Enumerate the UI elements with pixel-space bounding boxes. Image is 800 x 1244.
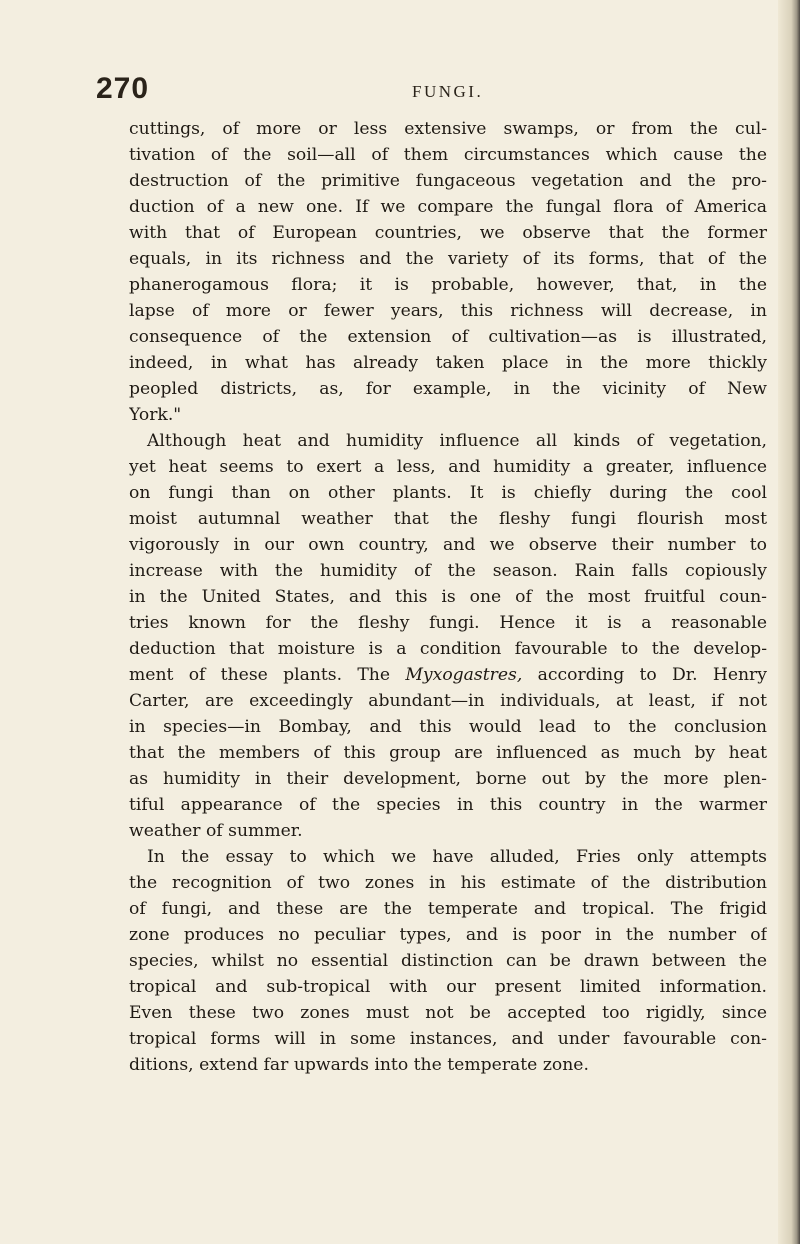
text-line: weather of summer. [129,821,303,841]
text-line: deduction that moisture is a condition favourable to the develop- [129,639,767,659]
text-line: with that of European countries, we observe that the former [129,223,767,243]
text-line: tivation of the soil—all of them circumstances which cause the [129,145,767,165]
text-line: vigorously in our own country, and we observe their number to [129,535,767,555]
text-line: tropical forms will in some instances, and under favourable con- [129,1029,767,1049]
text-line: tiful appearance of the species in this country in the warmer [129,795,767,815]
text-line: increase with the humidity of the season. Rain falls copiously [129,561,767,581]
text-line: indeed, in what has already taken place in the more thickly [129,353,767,373]
text-line: cuttings, of more or less extensive swamps, or from the cul- [129,119,767,139]
text-line: the recognition of two zones in his estimate of the distribution [129,873,767,893]
text-line: tropical and sub-tropical with our present limited information. [129,977,767,997]
text-line: tries known for the fleshy fungi. Hence it is a reasonable [129,613,767,633]
text-line: yet heat seems to exert a less, and humidity a greater, influence [129,457,767,477]
text-line: Even these two zones must not be accepted too rigidly, since [129,1003,767,1023]
text-line: peopled districts, as, for example, in the vicinity of New [129,379,767,399]
page-header [96,72,756,112]
text-line: phanerogamous flora; it is probable, however, that, in the [129,275,767,295]
page-number: 270 [96,72,150,105]
text-line: York." [129,405,182,425]
text-line: consequence of the extension of cultivation—as is illustrated, [129,327,767,347]
text-segment: ment of these plants. [129,665,343,685]
text-line: ditions, extend far upwards into the temperate zone. [129,1055,589,1075]
text-line: Carter, are exceedingly abundant—in individuals, at least, if not [129,691,767,711]
paragraph-start-line: In the essay to which we have alluded, Fries only attempts [147,847,767,867]
text-line: that the members of this group are influenced as much by heat [129,743,767,763]
text-line-with-italic [129,662,767,688]
italic-genus-name: Myxogastres, [405,665,523,685]
text-line: destruction of the primitive fungaceous vegetation and the pro- [129,171,767,191]
text-line: lapse of more or fewer years, this richness will decrease, in [129,301,767,321]
text-line: species, whilst no essential distinction can be drawn between the [129,951,767,971]
text-line: on fungi than on other plants. It is chiefly during the cool [129,483,767,503]
text-line: as humidity in their development, borne out by the more plen- [129,769,767,789]
text-line: in species—in Bombay, and this would lead to the conclusion [129,717,767,737]
body-text [129,116,767,1078]
text-line: of fungi, and these are the temperate and tropical. The frigid [129,899,767,919]
running-head: FUNGI. [412,82,484,101]
text-line: moist autumnal weather that the fleshy fungi flourish most [129,509,767,529]
text-segment: according to Dr. Henry [537,665,767,685]
text-line: zone produces no peculiar types, and is poor in the number of [129,925,767,945]
page-edge-shadow [778,0,800,1244]
paragraph-start-line: Although heat and humidity influence all kinds of vegetation, [147,431,767,451]
text-line: in the United States, and this is one of the most fruitful coun- [129,587,767,607]
text-segment: The [357,665,391,685]
text-line: equals, in its richness and the variety of its forms, that of the [129,249,767,269]
text-line: duction of a new one. If we compare the fungal flora of America [129,197,767,217]
